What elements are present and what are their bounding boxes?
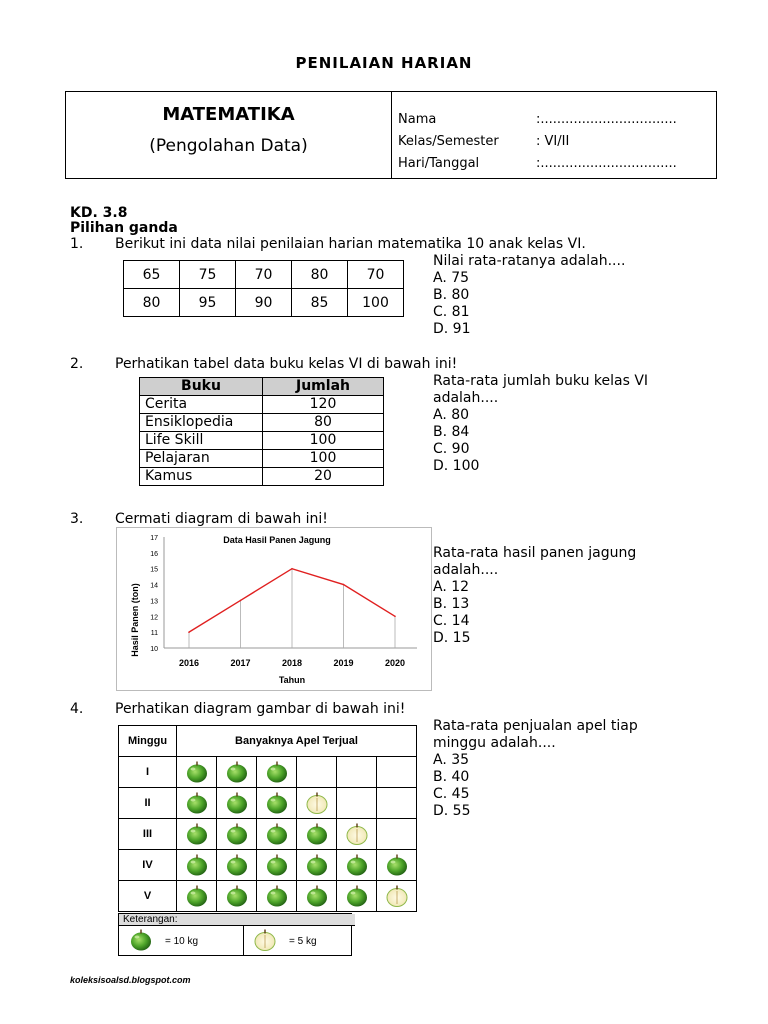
table-cell: 80 xyxy=(124,289,180,317)
field-label: Hari/Tanggal xyxy=(398,156,480,171)
q1-prompt: Nilai rata-ratanya adalah.... xyxy=(433,253,626,269)
table-header-row xyxy=(119,726,417,757)
x-tick-label: 2020 xyxy=(384,658,406,668)
y-tick-label: 16 xyxy=(150,550,158,558)
field-value: : VI/II xyxy=(536,134,570,149)
option-c[interactable]: C. 45 xyxy=(433,786,470,802)
green-apple-icon xyxy=(265,760,289,784)
table-cell: Pelajaran xyxy=(140,450,263,468)
chart-frame xyxy=(116,527,432,691)
q4-prompt-line1: Rata-rata penjualan apel tiap xyxy=(433,718,638,734)
data-point xyxy=(343,584,345,586)
q2-prompt-line1: Rata-rata jumlah buku kelas VI xyxy=(433,373,649,389)
option-a[interactable]: A. 35 xyxy=(433,752,470,768)
pictogram-cell xyxy=(177,881,217,912)
option-b[interactable]: B. 84 xyxy=(433,424,470,440)
green-apple-icon xyxy=(185,884,209,908)
option-d[interactable]: D. 91 xyxy=(433,321,471,337)
pictogram-cell xyxy=(257,881,297,912)
q3-options xyxy=(433,579,471,647)
x-tick-label: 2018 xyxy=(281,658,303,668)
green-apple-icon xyxy=(265,791,289,815)
green-apple-icon xyxy=(305,853,329,877)
table-cell: 80 xyxy=(292,261,348,289)
q3-text: Cermati diagram di bawah ini! xyxy=(115,511,328,527)
week-label: II xyxy=(119,788,177,819)
table-cell: 80 xyxy=(263,414,384,432)
green-apple-icon xyxy=(265,822,289,846)
pictogram-row xyxy=(119,819,417,850)
column-header: Banyaknya Apel Terjual xyxy=(177,726,417,757)
table-cell: 65 xyxy=(124,261,180,289)
table-row xyxy=(140,396,384,414)
q1-options xyxy=(433,270,471,338)
pictogram-cell xyxy=(177,850,217,881)
column-header: Jumlah xyxy=(263,378,384,396)
y-tick-label: 12 xyxy=(150,614,158,622)
table-row xyxy=(140,414,384,432)
header-box xyxy=(65,91,717,179)
section-label: Pilihan ganda xyxy=(70,220,178,236)
green-apple-icon xyxy=(305,822,329,846)
pictogram-cell xyxy=(177,757,217,788)
q3-prompt-line2: adalah.... xyxy=(433,562,499,578)
legend-box xyxy=(118,913,352,956)
table-cell: 70 xyxy=(236,261,292,289)
kd-label: KD. 3.8 xyxy=(70,205,128,221)
green-apple-icon xyxy=(185,760,209,784)
table-cell: 120 xyxy=(263,396,384,414)
pictogram-cell xyxy=(337,819,377,850)
table-cell: 100 xyxy=(348,289,404,317)
pictogram-cell xyxy=(297,819,337,850)
option-d[interactable]: D. 15 xyxy=(433,630,471,646)
option-c[interactable]: C. 81 xyxy=(433,304,470,320)
pictogram-cell xyxy=(337,881,377,912)
table-cell: Kamus xyxy=(140,468,263,486)
q4-prompt-line2: minggu adalah.... xyxy=(433,735,556,751)
table-row xyxy=(124,261,404,289)
pictogram-row xyxy=(119,757,417,788)
table-cell: 100 xyxy=(263,450,384,468)
table-cell: Life Skill xyxy=(140,432,263,450)
table-cell: 85 xyxy=(292,289,348,317)
pictogram-cell xyxy=(337,850,377,881)
week-label: III xyxy=(119,819,177,850)
q1-table xyxy=(123,260,404,317)
half-apple-icon xyxy=(345,822,369,846)
option-c[interactable]: C. 90 xyxy=(433,441,470,457)
pictogram-cell xyxy=(217,757,257,788)
table-row xyxy=(140,432,384,450)
q2-text: Perhatikan tabel data buku kelas VI di bawah ini! xyxy=(115,356,458,372)
table-cell: Ensiklopedia xyxy=(140,414,263,432)
table-cell: 70 xyxy=(348,261,404,289)
pictogram-cell xyxy=(217,819,257,850)
table-cell: 100 xyxy=(263,432,384,450)
pictogram-row xyxy=(119,881,417,912)
q1-number: 1. xyxy=(70,236,84,252)
green-apple-icon xyxy=(225,791,249,815)
y-tick-label: 15 xyxy=(150,566,158,574)
subject-title: MATEMATIKA xyxy=(162,104,295,125)
pictogram-cell xyxy=(177,788,217,819)
green-apple-icon xyxy=(185,853,209,877)
week-label: IV xyxy=(119,850,177,881)
pictogram-table xyxy=(118,725,417,912)
q2-table xyxy=(139,377,384,486)
student-info xyxy=(394,92,716,178)
pictogram-cell xyxy=(297,881,337,912)
option-d[interactable]: D. 100 xyxy=(433,458,480,474)
green-apple-icon xyxy=(345,853,369,877)
data-point xyxy=(188,631,190,633)
x-tick-label: 2019 xyxy=(333,658,354,668)
q2-prompt-line2: adalah.... xyxy=(433,390,499,406)
data-point xyxy=(291,568,293,570)
pictogram-cell xyxy=(217,850,257,881)
green-apple-icon xyxy=(185,822,209,846)
green-apple-icon xyxy=(225,760,249,784)
green-apple-icon xyxy=(385,853,409,877)
pictogram-cell xyxy=(377,819,417,850)
y-tick-label: 11 xyxy=(150,630,158,638)
pictogram-cell xyxy=(377,850,417,881)
legend-title: Keterangan: xyxy=(119,914,355,926)
pictogram-row xyxy=(119,788,417,819)
x-axis-label: Tahun xyxy=(278,675,306,685)
table-cell: 20 xyxy=(263,468,384,486)
option-b[interactable]: B. 80 xyxy=(433,287,470,303)
y-tick-label: 14 xyxy=(150,582,158,590)
q4-number: 4. xyxy=(70,701,84,717)
legend-half-label: = 5 kg xyxy=(289,936,317,947)
table-cell: Cerita xyxy=(140,396,263,414)
field-label: Kelas/Semester xyxy=(398,134,499,149)
field-label: Nama xyxy=(398,112,437,127)
half-apple-icon xyxy=(385,884,409,908)
field-value: :................................. xyxy=(536,112,677,127)
subject-panel xyxy=(66,92,392,178)
column-header: Buku xyxy=(140,378,263,396)
data-point xyxy=(240,600,242,602)
pictogram-row xyxy=(119,850,417,881)
q1-text: Berikut ini data nilai penilaian harian matematika 10 anak kelas VI. xyxy=(115,236,586,252)
green-apple-icon xyxy=(305,884,329,908)
pictogram-cell xyxy=(217,881,257,912)
option-b[interactable]: B. 40 xyxy=(433,769,470,785)
pictogram-cell xyxy=(217,788,257,819)
q4-options xyxy=(433,752,471,820)
line-chart xyxy=(117,528,431,690)
q2-number: 2. xyxy=(70,356,84,372)
pictogram-cell xyxy=(177,819,217,850)
green-apple-icon xyxy=(345,884,369,908)
option-d[interactable]: D. 55 xyxy=(433,803,471,819)
footer-source: koleksisoalsd.blogspot.com xyxy=(70,975,191,985)
pictogram-cell xyxy=(337,788,377,819)
subject-subtitle: (Pengolahan Data) xyxy=(149,136,308,156)
half-apple-icon xyxy=(305,791,329,815)
q4-text: Perhatikan diagram gambar di bawah ini! xyxy=(115,701,406,717)
green-apple-icon xyxy=(265,853,289,877)
q2-options xyxy=(433,407,479,475)
green-apple-icon xyxy=(265,884,289,908)
data-point xyxy=(394,615,396,617)
column-header: Minggu xyxy=(119,726,177,757)
option-c[interactable]: C. 14 xyxy=(433,613,470,629)
pictogram-cell xyxy=(257,819,297,850)
pictogram-cell xyxy=(297,757,337,788)
option-b[interactable]: B. 13 xyxy=(433,596,470,612)
table-header-row xyxy=(140,378,384,396)
pictogram-cell xyxy=(297,850,337,881)
green-apple-icon xyxy=(185,791,209,815)
legend-whole-label: = 10 kg xyxy=(165,936,199,947)
q3-prompt-line1: Rata-rata hasil panen jagung xyxy=(433,545,637,561)
green-apple-icon xyxy=(225,822,249,846)
pictogram-cell xyxy=(377,881,417,912)
table-row xyxy=(140,468,384,486)
y-axis-label: Hasil Panen (ton) xyxy=(130,583,140,657)
q3-number: 3. xyxy=(70,511,84,527)
field-value: :................................. xyxy=(536,156,677,171)
table-row xyxy=(140,450,384,468)
green-apple-icon xyxy=(225,853,249,877)
option-a[interactable]: A. 80 xyxy=(433,407,470,423)
green-apple-icon xyxy=(225,884,249,908)
week-label: I xyxy=(119,757,177,788)
pictogram-cell xyxy=(257,788,297,819)
pictogram-cell xyxy=(377,788,417,819)
table-row xyxy=(124,289,404,317)
page-title: PENILAIAN HARIAN xyxy=(295,54,473,72)
pictogram-cell xyxy=(377,757,417,788)
pictogram-cell xyxy=(337,757,377,788)
chart-title: Data Hasil Panen Jagung xyxy=(223,535,331,545)
legend-divider xyxy=(243,926,244,955)
pictogram-cell xyxy=(297,788,337,819)
table-cell: 75 xyxy=(180,261,236,289)
y-tick-label: 13 xyxy=(150,598,158,606)
y-tick-label: 17 xyxy=(150,535,158,542)
table-cell: 95 xyxy=(180,289,236,317)
pictogram-cell xyxy=(257,850,297,881)
table-cell: 90 xyxy=(236,289,292,317)
x-tick-label: 2017 xyxy=(230,658,251,668)
half-apple-icon xyxy=(253,928,277,952)
option-a[interactable]: A. 75 xyxy=(433,270,470,286)
y-tick-label: 10 xyxy=(150,646,158,653)
option-a[interactable]: A. 12 xyxy=(433,579,470,595)
green-apple-icon xyxy=(129,928,153,952)
week-label: V xyxy=(119,881,177,912)
x-tick-label: 2016 xyxy=(178,658,200,668)
pictogram-cell xyxy=(257,757,297,788)
